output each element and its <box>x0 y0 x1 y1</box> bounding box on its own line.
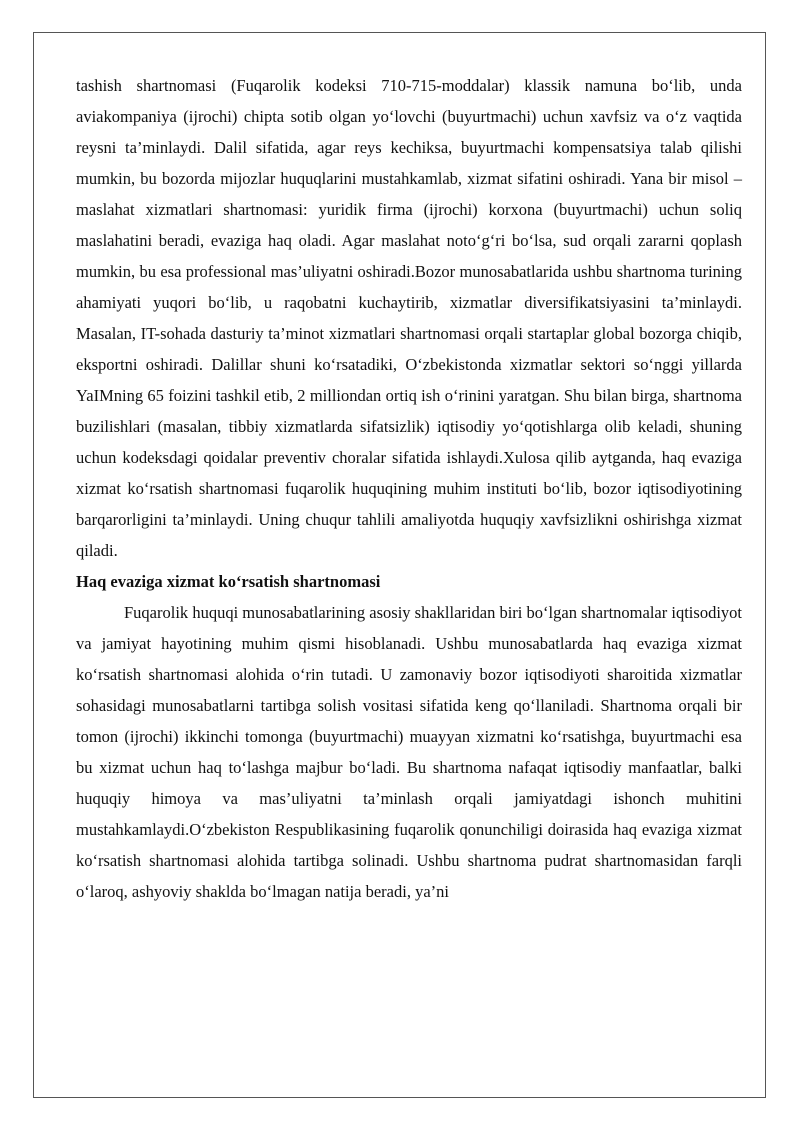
body-paragraph: Fuqarolik huquqi munosabatlarining asosiy shakllaridan biri bo‘lgan shartnomalar iqtisodiyot va jamiyat hayotining muhim qismi hisoblanadi. Ushbu munosabatlarda haq evaziga xizmat ko‘rsatish shartnomasi alohida o‘rin tutadi. U zamonaviy bozor iqtisodiyoti sharoitida xizmatlar sohasidagi munosabatlarni tartibga solish vositasi sifatida keng qo‘llaniladi. Shartnoma orqali bir tomon (ijrochi) ikkinchi tomonga (buyurtmachi) muayyan xizmatni ko‘rsatishga, buyurtmachi esa bu xizmat uchun haq to‘lashga majbur bo‘ladi. Bu shartnoma nafaqat iqtisodiy manfaatlar, balki huquqiy himoya va mas’uliyatni ta’minlash orqali jamiyatdagi ishonch muhitini mustahkamlaydi.O‘zbekiston Respublikasining fuqarolik qonunchiligi doirasida haq evaziga xizmat ko‘rsatish shartnomasi alohida tartibga solinadi. Ushbu shartnoma pudrat shartnomasidan farqli o‘laroq, ashyoviy shaklda bo‘lmagan natija beradi, ya’ni <box>76 603 742 901</box>
document-body <box>76 70 742 907</box>
section-heading: Haq evaziga xizmat ko‘rsatish shartnomasi <box>76 572 381 591</box>
body-paragraph-continued: tashish shartnomasi (Fuqarolik kodeksi 710-715-moddalar) klassik namuna bo‘lib, unda aviakompaniya (ijrochi) chipta sotib olgan yo‘lovchi (buyurtmachi) uchun xavfsiz va o‘z vaqtida reysni ta’minlaydi. Dalil sifatida, agar reys kechiksa, buyurtmachi kompensatsiya talab qilishi mumkin, bu bozorda mijozlar huquqlarini mustahkamlab, xizmat sifatini oshiradi. Yana bir misol – maslahat xizmatlari shartnomasi: yuridik firma (ijrochi) korxona (buyurtmachi) uchun soliq maslahatini beradi, evaziga haq oladi. Agar maslahat noto‘g‘ri bo‘lsa, sud orqali zararni qoplash mumkin, bu esa professional mas’uliyatni oshiradi.Bozor munosabatlarida ushbu shartnoma turining ahamiyati yuqori bo‘lib, u raqobatni kuchaytirib, xizmatlar diversifikatsiyasini ta’minlaydi. Masalan, IT-sohada dasturiy ta’minot xizmatlari shartnomasi orqali startaplar global bozorga chiqib, eksportni oshiradi. Dalillar shuni ko‘rsatadiki, O‘zbekistonda xizmatlar sektori so‘nggi yillarda YaIMning 65 foizini tashkil etib, 2 milliondan ortiq ish o‘rinini yaratgan. Shu bilan birga, shartnoma buzilishlari (masalan, tibbiy xizmatlarda sifatsizlik) iqtisodiy yo‘qotishlarga olib keladi, shuning uchun kodeksdagi qoidalar preventiv choralar sifatida ishlaydi.Xulosa qilib aytganda, haq evaziga xizmat ko‘rsatish shartnomasi fuqarolik huquqining muhim instituti bo‘lib, bozor iqtisodiyotining barqarorligini ta’minlaydi. Uning chuqur tahlili amaliyotda huquqiy xavfsizlikni oshirishga xizmat qiladi. <box>76 76 742 560</box>
